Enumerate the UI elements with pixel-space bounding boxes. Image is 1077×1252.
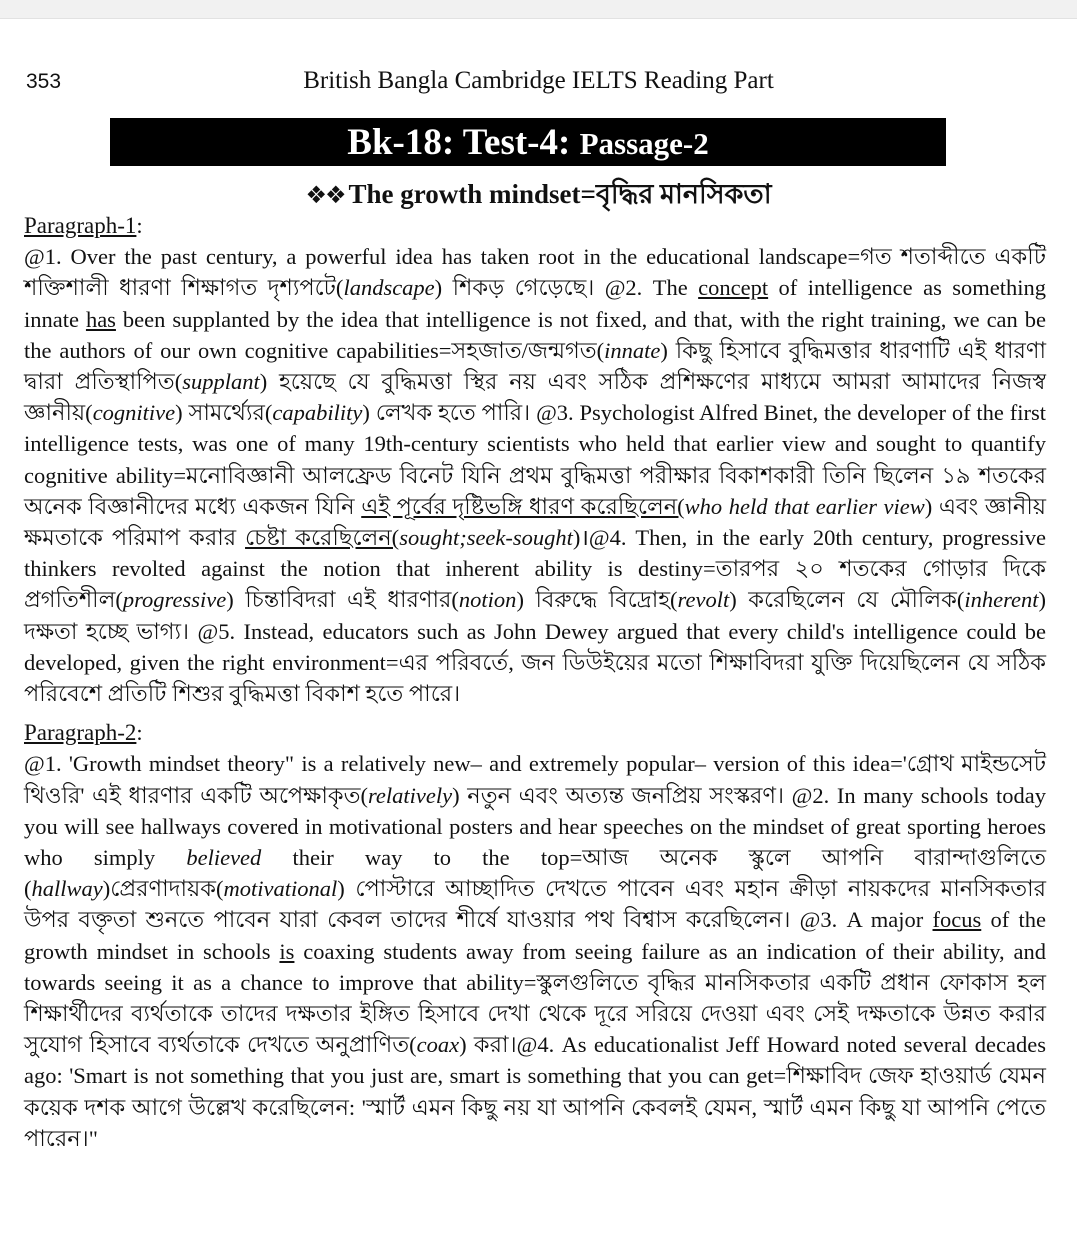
- passage-label: Passage-2: [579, 126, 709, 161]
- paragraph-2-heading: Paragraph-2:: [24, 720, 143, 746]
- paragraph-1-heading: Paragraph-1:: [24, 213, 143, 238]
- subtitle-text: The growth mindset=বৃদ্ধির মানসিকতা: [348, 179, 772, 209]
- passage-body: [24, 210, 1046, 1154]
- page-number: 353: [26, 70, 62, 93]
- passage-title-bar: [110, 118, 946, 166]
- paragraph-2-text: @1. 'Growth mindset theory" is a relatively new– and extremely popular– version of this idea='গ্রোথ মাইন্ডসেট থিওরি' এই ধারণার একটি অপেক্ষাকৃত(relatively) নতুন এবং অত্যন্ত জনপ্রিয় সংস্করণ। @2. In many schools today you will see hallways covered in motivational posters and hear speeches on the mindset of great sporting heroes who simply believed their way to the top=আজ অনেক স্কুলে আপনি বারান্দাগুলিতে (hallway)প্রেরণাদায়ক(motivational) পোস্টারে আচ্ছাদিত দেখতে পাবেন এবং মহান ক্রীড়া নায়কদের মানসিকতার উপর বক্তৃতা শুনতে পাবেন যারা কেবল তাদের শীর্ষে যাওয়ার পথ বিশ্বাস করেছিলেন। @3. A major focus of the growth mindset in schools is coaxing students away from seeing failure as an indication of their ability, and towards seeing it as a chance to improve that ability=স্কুলগুলিতে বৃদ্ধির মানসিকতার একটি প্রধান ফোকাস হল শিক্ষার্থীদের ব্যর্থতাকে তাদের দক্ষতার ইঙ্গিত হিসাবে দেখা থেকে দূরে সরিয়ে দেওয়া এবং সেই দক্ষতাকে উন্নত করার সুযোগ হিসাবে ব্যর্থতাকে দেখতে অনুপ্রাণিত(coax) করা।@4. As educationalist Jeff Howard noted several decades ago: 'Smart is not something that you just are, smart is something that you can get=শিক্ষাবিদ জেফ হাওয়ার্ড যেমন কয়েক দশক আগে উল্লেখ করেছিলেন: 'স্মার্ট এমন কিছু নয় যা আপনি কেবলই যেমন, স্মার্ট এমন কিছু যা আপনি পেতে পারেন।": [24, 751, 1047, 1151]
- book-test-label: Bk-18: Test-4:: [347, 122, 580, 163]
- running-title: British Bangla Cambridge IELTS Reading Part: [303, 67, 774, 94]
- paragraph-1-text: @1. Over the past century, a powerful idea has taken root in the educational landscape=গত শতাব্দীতে একটি শক্তিশালী ধারণা শিক্ষাগত দৃশ্যপটে(landscape) শিকড় গেড়েছে। @2. The concept of intelligence as something innate has been supplanted by the idea that intelligence is not fixed, and that, with the right training, we can be the authors of our own cognitive capabilities=সহজাত/জন্মগত(innate) কিছু হিসাবে বুদ্ধিমত্তার ধারণাটি এই ধারণা দ্বারা প্রতিস্থাপিত(supplant) হয়েছে যে বুদ্ধিমত্তা স্থির নয় এবং সঠিক প্রশিক্ষণের মাধ্যমে আমরা আমাদের নিজস্ব জ্ঞানীয়(cognitive) সামর্থ্যের(capability) লেখক হতে পারি। @3. Psychologist Alfred Binet, the developer of the first intelligence tests, was one of many 19th-century scientists who held that earlier view and sought to quantify cognitive ability=মনোবিজ্ঞানী আলফ্রেড বিনেট যিনি প্রথম বুদ্ধিমত্তা পরীক্ষার বিকাশকারী তিনি ছিলেন ১৯ শতকের অনেক বিজ্ঞানীদের মধ্যে একজন যিনি এই পূর্বের দৃষ্টিভঙ্গি ধারণ করেছিলেন(who held that earlier view) এবং জ্ঞানীয় ক্ষমতাকে পরিমাপ করার চেষ্টা করেছিলেন(sought;seek-sought)।@4. Then, in the early 20th century, progressive thinkers revolted against the notion that inherent ability is destiny=তারপর ২০ শতকের গোড়ার দিকে প্রগতিশীল(progressive) চিন্তাবিদরা এই ধারণার(notion) বিরুদ্ধে বিদ্রোহ(revolt) করেছিলেন যে মৌলিক(inherent) দক্ষতা হচ্ছে ভাগ্য। @5. Instead, educators such as John Dewey argued that every child's intelligence could be developed, given the right environment=এর পরিবর্তে, জন ডিউইয়ের মতো শিক্ষাবিদরা যুক্তি দিয়েছিলেন যে সঠিক পরিবেশে প্রতিটি শিশুর বুদ্ধিমত্তা বিকাশ হতে পারে।: [24, 244, 1047, 707]
- diamond-bullet-icon: ❖❖: [305, 181, 345, 209]
- top-bar: [0, 0, 1077, 19]
